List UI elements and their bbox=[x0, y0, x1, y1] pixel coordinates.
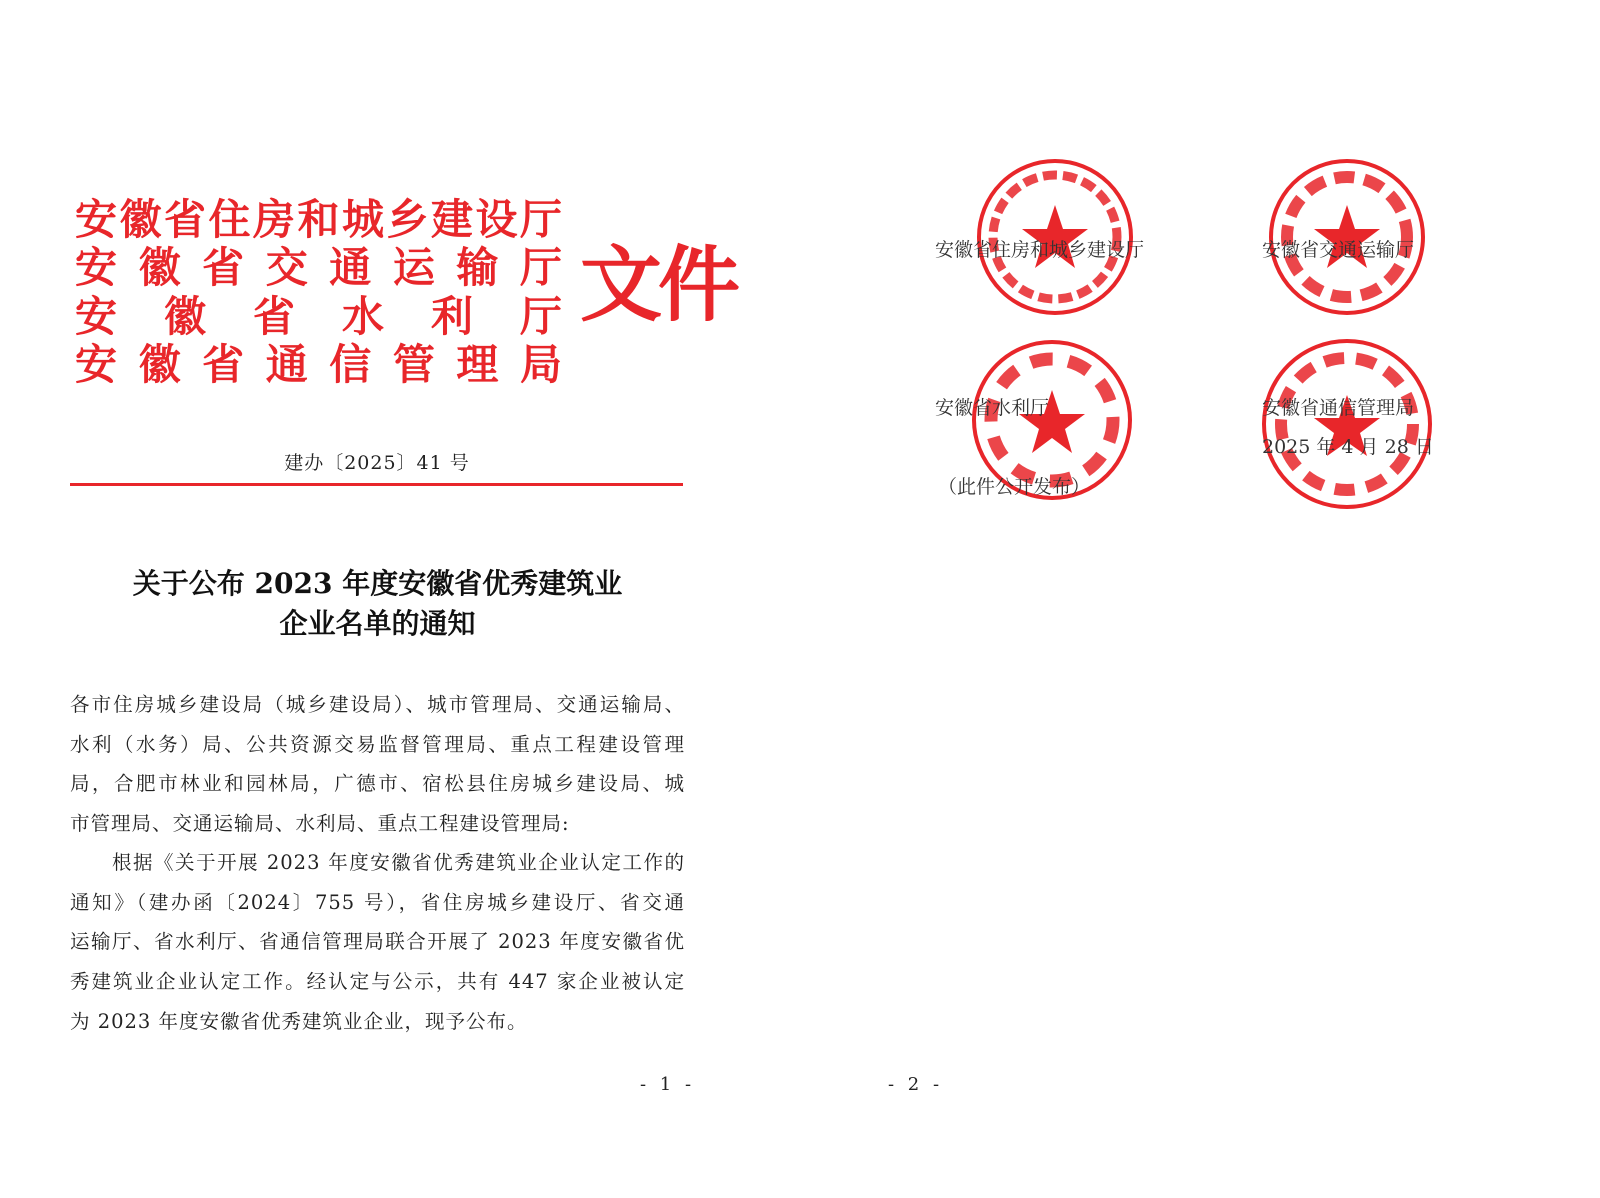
signature-water: 安徽省水利厅 bbox=[935, 397, 1050, 419]
publish-note: （此件公开发布） bbox=[938, 476, 1091, 498]
page-number-1: - 1 - bbox=[640, 1074, 696, 1095]
issue-date: 2025 年 4 月 28 日 bbox=[1262, 436, 1434, 458]
notice-title-line-1: 关于公布 2023 年度安徽省优秀建筑业 bbox=[132, 567, 623, 600]
signature-transport: 安徽省交通运输厅 bbox=[1262, 239, 1415, 261]
document-number: 建办〔2025〕41 号 bbox=[284, 452, 470, 474]
body-line: 根据《关于开展 2023 年度安徽省优秀建筑业企业认定工作的 bbox=[112, 851, 685, 874]
document-suffix: 文件 bbox=[580, 237, 737, 333]
body-line: 水利（水务）局、公共资源交易监督管理局、重点工程建设管理 bbox=[70, 733, 685, 756]
seal-communications-bureau bbox=[1260, 337, 1434, 511]
red-divider bbox=[70, 483, 683, 486]
body-line: 局，合肥市林业和园林局，广德市、宿松县住房城乡建设局、城 bbox=[70, 772, 685, 795]
body-line: 各市住房城乡建设局（城乡建设局）、城市管理局、交通运输局、 bbox=[70, 693, 685, 716]
signature-communications: 安徽省通信管理局 bbox=[1262, 397, 1415, 419]
issuer-line-3: 安徽省水利厅 bbox=[75, 292, 562, 341]
issuer-line-4: 安徽省通信管理局 bbox=[75, 340, 562, 389]
issuer-line-2: 安徽省交通运输厅 bbox=[75, 243, 562, 292]
body-line: 为 2023 年度安徽省优秀建筑业企业，现予公布。 bbox=[70, 1010, 528, 1033]
notice-title-line-2: 企业名单的通知 bbox=[279, 607, 476, 640]
body-line: 运输厅、省水利厅、省通信管理局联合开展了 2023 年度安徽省优 bbox=[70, 930, 685, 953]
body-line: 秀建筑业企业认定工作。经认定与公示，共有 447 家企业被认定 bbox=[70, 970, 685, 993]
issuer-line-1: 安徽省住房和城乡建设厅 bbox=[75, 195, 562, 244]
page-number-2: - 2 - bbox=[888, 1074, 944, 1095]
signature-housing: 安徽省住房和城乡建设厅 bbox=[935, 239, 1145, 261]
body-line: 通知》（建办函〔2024〕755 号），省住房城乡建设厅、省交通 bbox=[70, 891, 685, 914]
body-line: 市管理局、交通运输局、水利局、重点工程建设管理局: bbox=[70, 812, 570, 835]
